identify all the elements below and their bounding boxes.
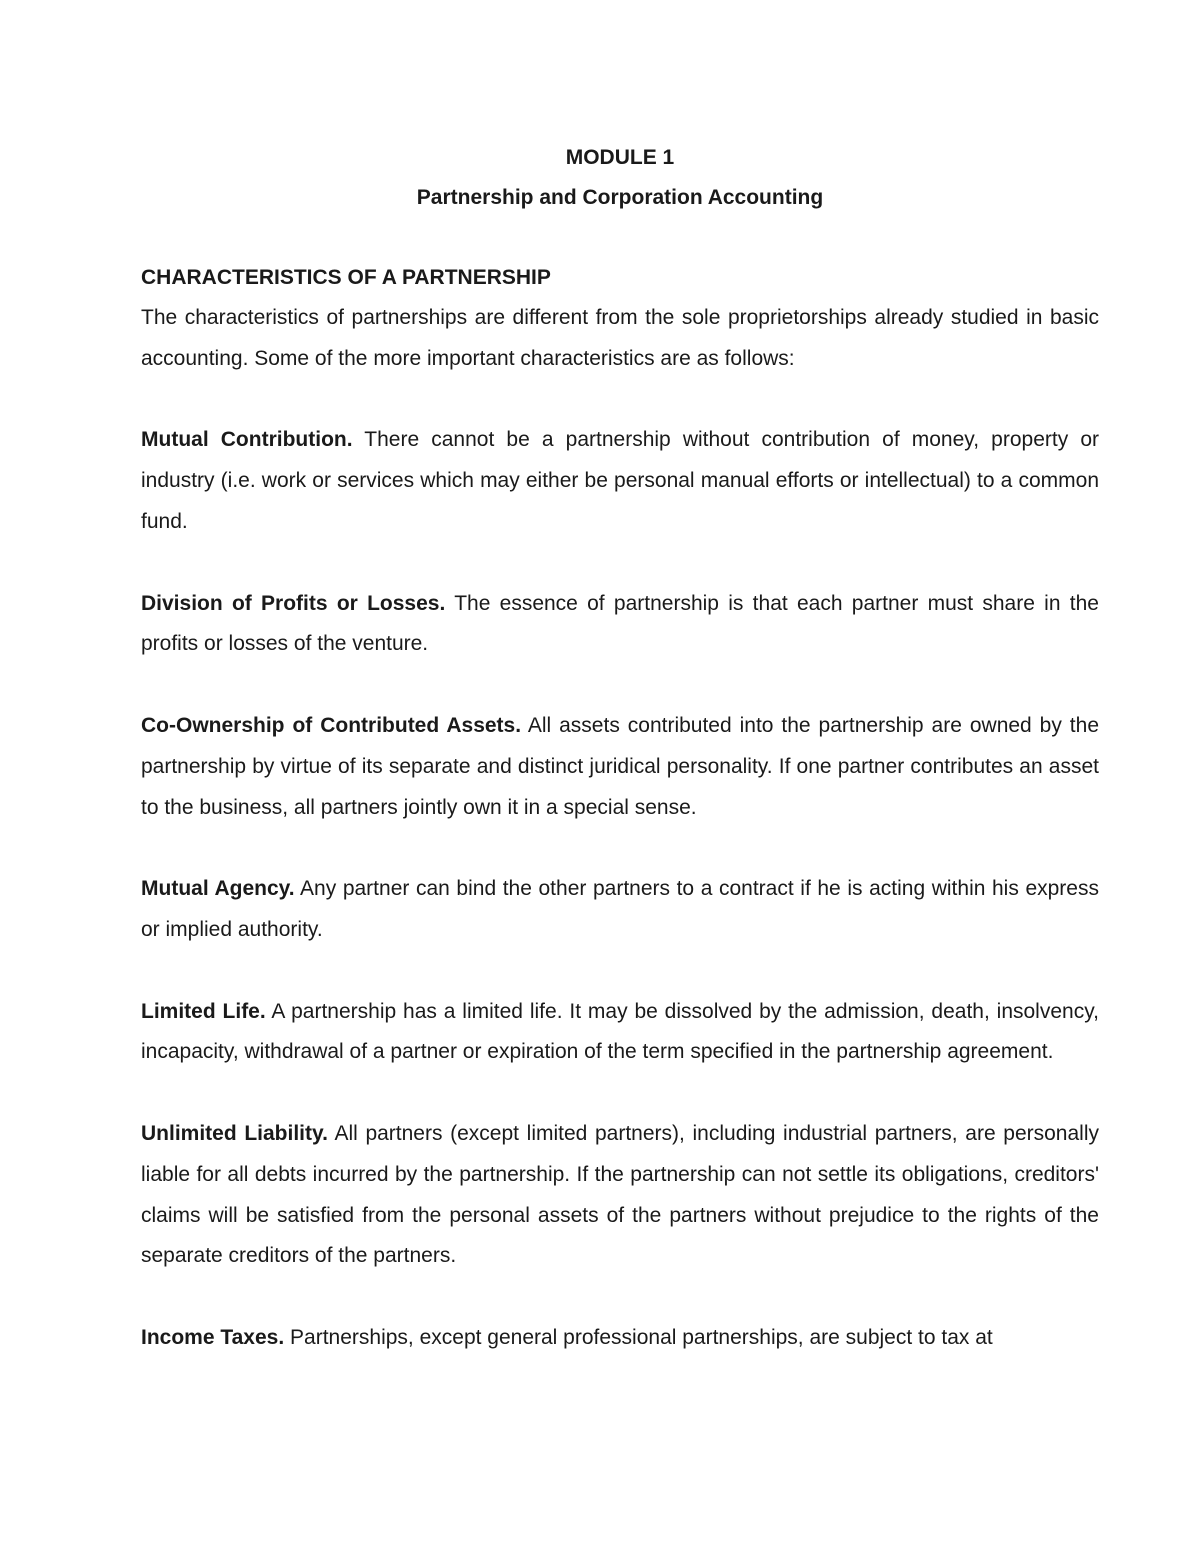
characteristic-text: Partnerships, except general professional partnerships, are subject to tax at — [284, 1325, 993, 1349]
module-title: MODULE 1 — [565, 146, 675, 169]
characteristic-text: All assets contributed into the partnership are owned by the partnership by virtue of its separate and distinct juridical personality. If one partner contributes an asset to the business, all partners jointly own it in a special sense. — [141, 713, 1099, 819]
characteristic-term: Division of Profits or Losses. — [141, 591, 446, 615]
characteristic-income-taxes — [141, 1318, 1099, 1359]
course-title: Partnership and Corporation Accounting — [416, 186, 824, 209]
characteristic-text: There cannot be a partnership without contribution of money, property or industry (i.e. work or services which may either be personal manual efforts or intellectual) to a common fund. — [141, 428, 1099, 533]
characteristic-term: Mutual Contribution. — [141, 428, 353, 452]
characteristic-term: Limited Life. — [141, 999, 266, 1023]
intro-paragraph: The characteristics of partnerships are different from the sole proprietorships already studied in basic accounting. Some of the more important characteristics are as follows: — [141, 306, 1099, 370]
section-heading: CHARACTERISTICS OF A PARTNERSHIP — [141, 266, 551, 289]
characteristic-text: Any partner can bind the other partners to a contract if he is acting within his express or implied authority. — [141, 877, 1099, 941]
characteristic-term: Co-Ownership of Contributed Assets. — [141, 713, 522, 737]
characteristic-text: A partnership has a limited life. It may be dissolved by the admission, death, insolvency, incapacity, withdrawal of a partner or expiration of the term specified in the partnership agreement. — [141, 999, 1099, 1064]
characteristic-text: All partners (except limited partners), including industrial partners, are personally liable for all debts incurred by the partnership. If the partnership can not settle its obligations, creditors' claims will be satisfied from the personal assets of the partners without prejudice to the rights of the separate creditors of the partners. — [141, 1121, 1100, 1268]
characteristic-co-ownership — [141, 706, 1099, 828]
characteristic-mutual-contribution — [141, 420, 1099, 542]
characteristic-division-of-profits — [141, 584, 1099, 666]
characteristic-limited-life — [141, 992, 1099, 1074]
characteristic-term: Unlimited Liability. — [141, 1121, 328, 1145]
characteristic-text: The essence of partnership is that each partner must share in the profits or losses of the venture. — [141, 591, 1099, 656]
characteristic-unlimited-liability — [141, 1114, 1099, 1277]
characteristic-term: Mutual Agency. — [141, 877, 295, 901]
characteristic-mutual-agency — [141, 869, 1099, 951]
characteristic-term: Income Taxes. — [141, 1325, 285, 1349]
document-body — [141, 138, 1099, 1400]
